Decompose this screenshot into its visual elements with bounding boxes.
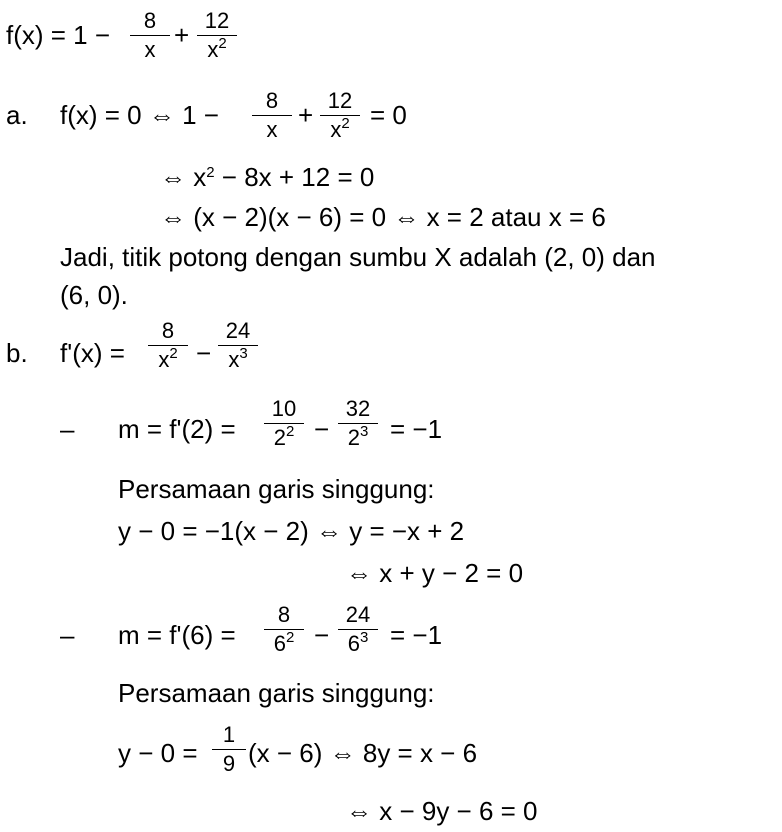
fraction-numerator: 8	[161, 318, 175, 343]
tangent-2-rest: (x − 6) ⇔ 8y = x − 6	[248, 738, 478, 768]
fraction-denominator: $x^2$	[207, 35, 227, 62]
fraction-denominator: x	[144, 37, 156, 62]
tangent-2-lhs: y − 0 =	[118, 738, 198, 768]
part-a-line1-left: f(x) = 0 ⇔ 1 −	[60, 100, 219, 130]
part-a-fraction-2	[320, 88, 360, 143]
fraction-denominator: 9	[222, 751, 236, 776]
tangent-1-heading: Persamaan garis singgung:	[118, 474, 435, 504]
fraction-denominator: $x^2$	[158, 345, 178, 372]
fraction-denominator: x	[266, 117, 278, 142]
fraction-numerator: 8	[277, 602, 291, 627]
fraction-numerator: 8	[143, 8, 157, 33]
tangent-1-line-1: y − 0 = −1(x − 2) ⇔ y = −x + 2	[118, 516, 465, 546]
bullet-dash-2: –	[60, 620, 75, 650]
gradient-2-fraction-2	[338, 602, 378, 657]
part-a-line3: ⇔ (x − 2)(x − 6) = 0 ⇔ x = 2 atau x = 6	[160, 202, 606, 232]
fraction-numerator: 1	[222, 722, 236, 747]
part-b-label: b.	[6, 338, 28, 368]
part-a-line2: ⇔ $x^2 - 8x + 12 = 0$	[160, 162, 375, 192]
fraction-numerator: 24	[225, 318, 251, 343]
fraction-numerator: 10	[271, 396, 297, 421]
derivative-fraction-2	[218, 318, 258, 373]
part-a-fraction-1	[252, 88, 292, 143]
fraction-denominator: $2^2$	[273, 423, 295, 450]
fraction-numerator: 8	[265, 88, 279, 113]
fraction-denominator: $x^2$	[330, 115, 350, 142]
gradient-1-result: = −1	[390, 414, 443, 444]
gradient-1-fraction-1	[264, 396, 304, 451]
fraction-denominator: $6^3$	[347, 629, 369, 656]
fraction-denominator: $2^3$	[347, 423, 369, 450]
derivative-lhs: f'(x) =	[60, 338, 125, 368]
tangent-2-line-2: ⇔ x − 9y − 6 = 0	[346, 796, 538, 826]
gradient-2-result: = −1	[390, 620, 443, 650]
gradient-1-minus: −	[314, 414, 330, 444]
fraction-numerator: 24	[345, 602, 371, 627]
derivative-minus: −	[196, 338, 212, 368]
fx-definition-lhs: f(x) = 1 −	[6, 20, 111, 50]
part-a-line1-plus: +	[298, 100, 314, 130]
fraction-numerator: 12	[327, 88, 353, 113]
fraction-denominator: $6^2$	[273, 629, 295, 656]
gradient-1-fraction-2	[338, 396, 378, 451]
part-a-conclusion-2: (6, 0).	[60, 280, 128, 310]
fx-fraction-1	[130, 8, 170, 63]
fraction-numerator: 12	[204, 8, 230, 33]
part-a-line1-eq: = 0	[370, 100, 407, 130]
tangent-1-line-2: ⇔ x + y − 2 = 0	[346, 558, 524, 588]
part-a-label: a.	[6, 100, 28, 130]
fraction-denominator: $x^3$	[228, 345, 248, 372]
gradient-2-minus: −	[314, 620, 330, 650]
bullet-dash-1: –	[60, 414, 75, 444]
tangent-2-heading: Persamaan garis singgung:	[118, 678, 435, 708]
gradient-1-lhs: m = f'(2) =	[118, 414, 236, 444]
tangent-2-fraction	[212, 722, 246, 777]
fx-plus: +	[174, 20, 190, 50]
derivative-fraction-1	[148, 318, 188, 373]
fraction-numerator: 32	[345, 396, 371, 421]
part-a-conclusion-1: Jadi, titik potong dengan sumbu X adalah (2, 0) dan	[60, 242, 656, 272]
gradient-2-fraction-1	[264, 602, 304, 657]
gradient-2-lhs: m = f'(6) =	[118, 620, 236, 650]
fx-fraction-2	[197, 8, 237, 63]
